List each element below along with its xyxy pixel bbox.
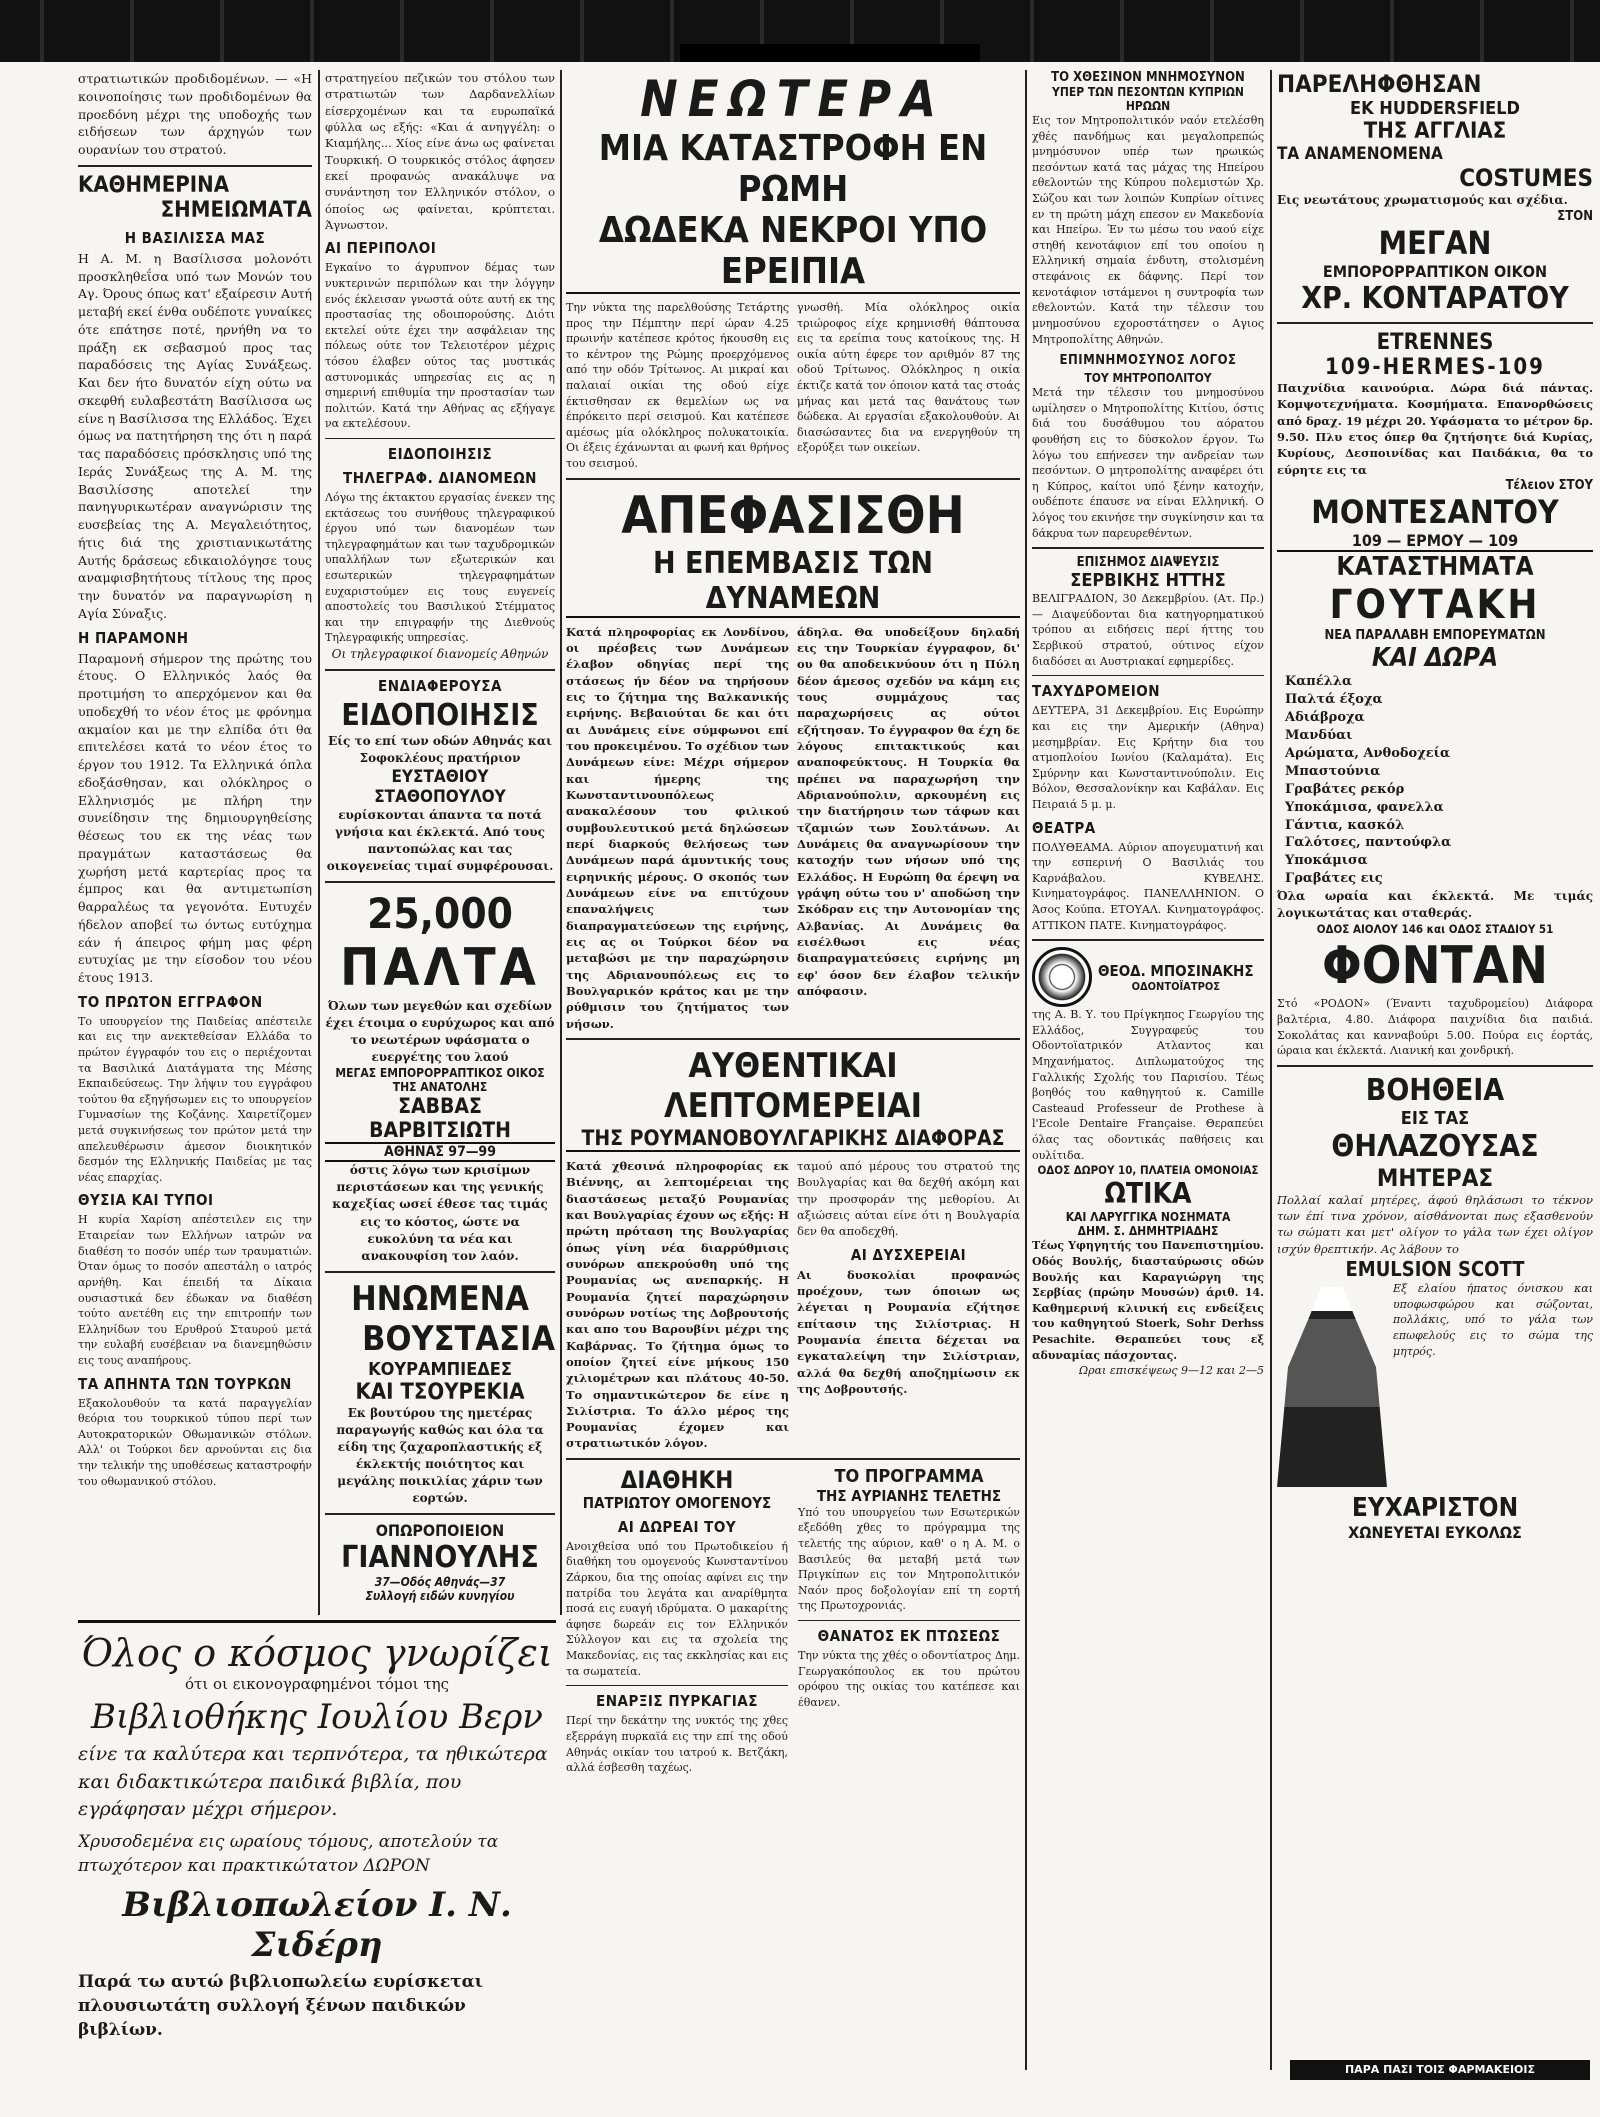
article-body-dyskoliai: Αι δυσκολίαι προφανώς προέχουν, των όποιων ως λέγεται η Ρουμανία εζήτησε επίτασιν της Σιλίστριας. Η Ρουμανία έπειτα δέχεται να εγκαταλείψη την Σιλίστριαν, αλλά θα δεχθή αποζημίωσιν εκ της Δοβρουτσής.	[797, 1267, 1020, 1396]
dentist-address: ΟΔΟΣ ΔΩΡΟΥ 10, ΠΛΑΤΕΙΑ ΟΜΟΝΟΙΑΣ	[1037, 1163, 1259, 1178]
divider	[1277, 1065, 1593, 1067]
divider	[566, 1458, 1020, 1460]
ad-etrennes: ETRENNES	[1376, 330, 1494, 356]
divider	[325, 1513, 555, 1515]
headline-thanatos: ΘΑΝΑΤΟΣ ΕΚ ΠΤΩΣΕΩΣ	[817, 1627, 1001, 1646]
headline-mitropolitou: ΤΟΥ ΜΗΤΡΟΠΟΛΙΤΟΥ	[1084, 371, 1212, 386]
ad-nea-paralavi: ΝΕΑ ΠΑΡΑΛΑΒΗ ΕΜΠΟΡΕΥΜΑΤΩΝ	[1324, 628, 1546, 643]
article-body-logos: Μετά την τέλεσιν του μνημοσύνου ωμίλησεν ο Μητροπολίτης Κιτίου, όστις διά του δυσάθυμου του αόρατου φουθήση εις το δύσκολον έργον. Τω λόγω του επήνεσεν την ανδρείαν των πεσόντων. Ο μητροπολίτης αναφέρει ότι η Κύπρος, καίτοι υπό ξένην κατοχήν, ουδέποτε έπαυσε να είναι Ελληνική. Ο λόγος του εκινήσε την συγκίνησιν και τα δάκρυα των παρευρεθέντων.	[1032, 386, 1264, 540]
goutaki-list-item: Γραβάτες εις	[1285, 871, 1383, 887]
divider	[1277, 322, 1593, 324]
ad-ston: ΣΤΟΝ	[1557, 209, 1593, 225]
divider	[325, 881, 555, 883]
ad-top-label: ΕΝΔΙΑΦΕΡΟΥΣΑ	[378, 677, 502, 696]
footer-pharmacies-bar: ΠΑΡΑ ΠΑΣΙ ΤΟΙΣ ΦΑΡΜΑΚΕΙΟΙΣ	[1290, 2060, 1590, 2080]
headline-theatra: ΘΕΑΤΡΑ	[1032, 818, 1096, 837]
ad-goutaki: ΓΟΥΤΑΚΗ	[1329, 582, 1541, 628]
ad-fontan: ΦΟΝΤΑΝ	[1322, 936, 1548, 997]
goutaki-list-item: Αρώματα, Ανθοδοχεία	[1285, 745, 1450, 761]
article-body-peripoloi: Εγκαίνο το άγρυπνον δέμας των νυκτερινών περιπόλων και την λόγγην ενός έκλεισαν γνωστά ούτε αυτή εκ της προστασίας της οδοιπορούσης. Διότι εκτελεί ούτε έχει την ασφάλειαν της πόλεως ούτε τον Τελειοτέρον μέχρις τόσου έλαβεν ούτος τας μυστικάς αστυνομικάς υπηρεσίας εις ας η σημερινή επιθυμία την προστασίαν των πολιτών. Κατά την Αθήνας ας εξήγαγε να εκτελέσουν.	[325, 261, 555, 431]
headline-tachydromeion: ΤΑΧΥΔΡΟΜΕΙΟΝ	[1032, 682, 1161, 701]
goutaki-list-item: Γάντια, κασκόλ	[1285, 817, 1405, 833]
ad-voitheia: ΒΟΗΘΕΙΑ	[1365, 1072, 1505, 1108]
ad-body-palta: Όλων των μεγεθών και σχεδίων έχει έτοιμα ο ευρύχωρος και από το νεωτέρων υφάσματα ο ευεργέτης του λαού	[325, 999, 555, 1065]
divider	[1032, 675, 1264, 676]
ad-katastimata: ΚΑΤΑΣΤΗΜΑΤΑ	[1336, 552, 1534, 582]
ad-huddersfield: ΕΚ HUDDERSFIELD	[1350, 98, 1520, 119]
ad-title-inomena: ΗΝΩΜΕΝΑ	[351, 1278, 529, 1319]
article-body-programma: Υπό του υπουργείου των Εσωτερικών εξεδόθη χθες το πρόγραμμα της τελετής της αύριον, καθ' ο η Α. Μ. ο Βασιλεύς θα μεταβή μετά των Πριγκίπων εις τον Μητροπολιτικόν Ναόν προς δοξολογίαν επί τη εορτή της Πρωτοχρονιάς.	[798, 1505, 1020, 1613]
ad-fontan-body: Στό «ΡΟΔΟΝ» (Έναντι ταχυδρομείου) Διάφορα βαλτέρια, 4.80. Διάφορα παιχνίδια δια παιδιά. Σοκολάτας και κανναβούρι 5.00. Πούρα εις έορτάς, ώραια και έκλεκτά. Λιανική και χονδρική.	[1277, 997, 1593, 1058]
masthead-band-center	[680, 44, 980, 62]
ad-verne-line1: Όλος ο κόσμος γνωρίζει	[81, 1631, 553, 1675]
ad-number: 25,000	[367, 889, 513, 939]
ad-goutaki-body: Όλα ωραία και έκλεκτά. Με τιμάς λογικωτάτας και σταθεράς.	[1277, 889, 1593, 921]
column-5	[1277, 70, 1593, 2070]
goutaki-list-item: Καπέλλα	[1285, 674, 1352, 689]
ad-verne-line5: Χρυσοδεμένα εις ωραίους τόμους, αποτελούν τα πτωχότερον και πρακτικώτατον ΔΩΡΟΝ	[78, 1831, 499, 1877]
dentist-body: της Α. Β. Υ. του Πρίγκηπος Γεωργίου της Ελλάδος, Συγγραφεύς του Οδοντοϊατρικόν Ατλαντος και Μηχανήματος. Διπλωματούχος της Γαλλικής Σχολής του Παρισίου. Τέως βοηθός του καθηγητού κ. Camille Casteaud Professeur de Prothese à l'Ecole Dentaire Française. Θεραπεύει όλας τας οδοντικάς παθήσεις και ουλίτιδα.	[1032, 1008, 1264, 1162]
headline-serviki: ΣΕΡΒΙΚΗΣ ΗΤΤΗΣ	[1070, 570, 1226, 592]
column-1	[78, 70, 312, 1615]
divider	[798, 1620, 1020, 1621]
ad-choneuetai: ΧΩΝΕΥΕΤΑΙ ΕΥΚΟΛΩΣ	[1348, 1523, 1522, 1543]
banner-neotera: ΝΕΩΤΕΡΑ	[640, 70, 946, 128]
headline-patriotou: ΠΑΤΡΙΩΤΟΥ ΟΜΟΓΕΝΟΥΣ	[582, 1493, 772, 1512]
lower-news-right	[798, 1466, 1020, 1776]
headline-nekroi: ΔΩΔΕΚΑ ΝΕΚΡΟΙ ΥΠΟ ΕΡΕΙΠΙΑ	[566, 210, 1020, 294]
ad-teleion: Τέλειον ΣΤΟΥ	[1505, 478, 1593, 493]
column-rule	[1270, 70, 1272, 2070]
article-title-thysia: ΘΥΣΙΑ ΚΑΙ ΤΥΠΟΙ	[78, 1191, 214, 1210]
article-epemvasis-left: Κατά πληροφορίας εκ Λονδίνου, οι πρέσβεις των Δυνάμεων έλαβον οδηγίας περί της στάσεως ήν δέον να τηρήσουν εις το ζήτημα της Βαλκανικής ειρήνης. Βεβαιούται δε και ότι αι Δυνάμεις είνε σύμφωνοι επί του προκειμένου. Το σχέδιον των Δυνάμεων είνε: Μέχρι σήμερον και ήμερης της Κωνσταντινουπόλεως ανακαλέσουν του φιλικού συμβουλευτικού μετά δηλώσεων περί διαρκούς θελήσεως των Δυνάμεων παρά άμυντικής τους ειρηνικής μέρους. Ο σκοπός των Δυνάμεων είνε να επιτύχουν επαναλήψεις των διαπραγματεύσεων της ειρήνης, εις ας οι Τούρκοι δέον να μεταβώσι με την παραχώρησιν της Αδριανουπόλεως εις το Βουλγαρικόν κράτος και με την ρύθμισιν του ζητήματος των νήσων.	[566, 624, 789, 1031]
headline-mnimosynon: ΤΟ ΧΘΕΣΙΝΟΝ ΜΝΗΜΟΣΥΝΟΝ	[1051, 70, 1245, 85]
masthead-band	[0, 0, 1600, 62]
headline-teleti: ΤΗΣ ΑΥΡΙΑΝΗΣ ΤΕΛΕΤΗΣ	[816, 1486, 1002, 1505]
ad-title-palta: ΠΑΛΤΑ	[340, 938, 540, 999]
goutaki-list-item: Παλτά έξοχα	[1285, 691, 1383, 707]
col1-top-lines: στρατιωτικών προδιδομένων. — «Η κοινοποίησις των προδιδομένων θα προεδόνη μέχρι της υποδοχής των ειδήσεων των άρχηγών των ουρανίων του στρατού.	[78, 71, 312, 157]
ad-hermes: 109-HERMES-109	[1325, 355, 1545, 381]
article-body-thanatos: Την νύκτα της χθές ο οδοντίατρος Δημ. Γεωργακόπουλος εκ του πρώτου ορόφου της οικίας του κατέπεσε και έθανεν.	[798, 1649, 1020, 1709]
ad-etrennes-body: Παιχνίδια καινούρια. Δώρα διά πάντας. Κομψοτεχνήματα. Κοσμήματα. Επανορθώσεις από δραχ. 19 μέχρι 20. Υφάσματα το μέτρον δρ. 9.50. Πλυ ετος όπερ θα ζητήσητε διά Κυρίας, Κυρίους, Δεσποινίδας και Παιδάκια, θα το εύρητε εις τα	[1277, 381, 1593, 477]
article-epemvasis-right: άδηλα. Θα υποδείξουν δηλαδή εις την Τουρκίαν έγγραφον, δι' ου θα αποδεικνύουν ότι η Πύλη δέον άμεσος σχεδόν να κάμη εις τους συμμάχους τας παραχωρήσεις ας ούτοι εζήτησαν. Το έγγραφον θα έχη δε λόγους επιτακτικούς και αναποφεύκτους. Η Τουρκία θα πρέπει να παραχωρήση την Αδριανούπολιν, αρκουμένη εις την διατήρησιν των τάφων και τζαμιών των Σουλτάνων. Αι Δυνάμεις θα αναγνωρίσουν την κατοχήν των νήσων υπό της Ελλάδος. Η Ευρώπη θα έρεψη να γράψη ούτω του ν' αποδώση την Σκόδραν εις την Αυτονομίαν της Αλβανίας. Αι Δυνάμεις θα εισέλθωσι εις νέας διαπραγματεύσεις ειρήνης μη εφ' όσον δεν έλαβον τελικήν απόφασιν.	[797, 624, 1020, 998]
ad-body-2: ευρίσκονται άπαντα τα ποτά γνήσια και έκλεκτά. Από τους παντοπώλας και τας οικογενείας τιμαί συμφέρουσαι.	[326, 808, 554, 874]
goutaki-list-item: Γαλότσες, παντούφλα	[1285, 835, 1452, 851]
ad-costumes-body: Εις νεωτάτους χρωματισμούς και σχέδια.	[1277, 193, 1568, 207]
ad-merchant-savvas: ΣΑΒΒΑΣ ΒΑΡΒΙΤΣΙΩΤΗ	[369, 1094, 511, 1143]
headline-diathiki: ΔΙΑΘΗΚΗ	[620, 1465, 734, 1494]
column-rule	[318, 70, 320, 1615]
section-heading-kathimerina: ΚΑΘΗΜΕΡΙΝΑ	[78, 172, 230, 198]
column-rule	[1025, 70, 1027, 2070]
ad-verne-line6: Βιβλιοπωλείον Ι. Ν. Σιδέρη	[122, 1884, 512, 1965]
divider	[566, 1685, 788, 1686]
article-epemvasis	[566, 624, 1020, 1032]
ad-name-giannoulis: ΓΙΑΝΝΟΥΛΗΣ	[341, 1539, 539, 1575]
crest-icon	[1032, 947, 1092, 1007]
doctor-name: ΔΗΜ. Σ. ΔΗΜΗΤΡΙΑΔΗΣ	[1077, 1224, 1219, 1239]
ad-sub-kourampiedes: ΚΟΥΡΑΜΠΙΕΔΕΣ	[368, 1358, 512, 1380]
ad-montesantou: ΜΟΝΤΕΣΑΝΤΟΥ	[1311, 493, 1559, 531]
fisherman-illustration	[1277, 1287, 1387, 1487]
lower-news	[566, 1466, 1020, 1776]
article-roumania-left: Κατά χθεσινά πληροφορίας εκ Βιέννης, αι λεπτομέρειαι της διαστάσεως μεταξύ Ρουμανίας και Βουλγαρίας έχουν ως εξής: Η πρώτη πρόταση της Βουλγαρίας όπως γίνη νέα διαρρύθμισις συνόρων απεκρούσθη υπό της Ρουμανίας ως ανεπαρκής. Η Ρουμανία ζητεί παραχώρησιν συνόρων νοτίως της Δοβρουτσής και απο του Βαρουβίνι μέχρι της Καβάρνας. Το ζήτημα όμως το οποίον ζητεί είνε μήκους 150 χιλιομέτρων και πλάτους 40-50. Το σημαντικώτερον δε είνε η Σιλίστρια. Το άλλο μέρος της Ρουμανίας έχομεν και στρατιωτικόν λόγον.	[566, 1158, 789, 1451]
ad-thilazousas: ΘΗΛΑΖΟΥΣΑΣ	[1331, 1128, 1539, 1164]
ad-verne-line3: Βιβλιοθήκης Ιουλίου Βερν	[91, 1697, 543, 1737]
ad-megan: ΜΕΓΑΝ	[1378, 224, 1492, 263]
headline-roumanovoulgariki: ΤΗΣ ΡΟΥΜΑΝΟΒΟΥΛΓΑΡΙΚΗΣ ΔΙΑΦΟΡΑΣ	[566, 1126, 1020, 1152]
article-roumania-right-wrap	[797, 1158, 1020, 1452]
ad-body-giannoulis: Συλλογή ειδών κυνηγίου	[365, 1588, 515, 1603]
divider	[325, 1271, 555, 1273]
article-roumania-right: ταμού από μέρους του στρατού της Βουλγαρίας και θα δεχθή ακόμη και την προσφοράν της μεθορίου. Αι αξιώσεις αύται είνε ότι η Βουλγαρία δεν θα αποδεχθή.	[797, 1158, 1020, 1239]
ad-house: ΜΕΓΑΣ ΕΜΠΟΡΟΡΡΑΠΤΙΚΟΣ ΟΙΚΟΣ ΤΗΣ ΑΝΑΤΟΛΗΣ	[335, 1066, 545, 1095]
ad-emulsion-scott: EMULSION SCOTT	[1345, 1257, 1525, 1282]
goutaki-list-item: Αδιάβροχα	[1285, 709, 1365, 725]
ad-emporrraptikon: ΕΜΠΟΡΟΡΡΑΠΤΙΚΟΝ ΟΙΚΟΝ	[1322, 262, 1548, 282]
article-body-serviki: ΒΕΛΙΓΡΑΔΙΟΝ, 30 Δεκεμβρίου. (Ατ. Πρ.) — Διαψεύδονται δια κατηγορηματικού τρόπου αι ειδήσεις περί ήττης του Σερβικού στρατού, ούτινος είχον διαδόσει αι Αυστριακαί εφημερίδες.	[1032, 592, 1264, 668]
ad-body: Είς το επί των οδών Αθηνάς και Σοφοκλέους πρατήριον	[328, 734, 552, 766]
article-roumania	[566, 1158, 1020, 1452]
column-2	[325, 70, 555, 1615]
headline-programma: ΤΟ ΠΡΟΓΡΑΜΜΑ	[834, 1465, 984, 1487]
ad-sub-tsourekia: ΚΑΙ ΤΣΟΥΡΕΚΙΑ	[355, 1379, 525, 1405]
article-rome	[566, 300, 1020, 472]
divider	[78, 165, 312, 167]
dentist-name-wrap	[1098, 962, 1254, 993]
goutaki-list-item: Γραβάτες ρεκόρ	[1285, 781, 1405, 797]
article-body-diathiki: Ανοιχθείσα υπό του Πρωτοδικείου ή διαθήκη του ομογενούς Κωνσταντίνου Ζάρκου, δια της οποίας αφίνει εις την πατρίδα του λεγάτα και αναρίθμητα ποσά εις ευαγή ιδρύματα. Ο μακαρίτης άφησε δωρεάν εις τον Ελληνικόν Σύλλογον και εις τα σχολεία της Μακεδονίας, εις τας εκκλησίας και εις τα σωματεία.	[566, 1539, 788, 1678]
article-rome-right: γνωσθή. Μία ολόκληρος οικία τριώροφος είχε κρημνισθή θάπτουσα εις τα ερείπια τους κατοίκους της. Η οικία αύτη έφερε τον αριθμόν 87 της οδού Τρίτωνος. Ολόκληρος η οικία έκτιζε κατά τον όποιον κατά τας στοάς μήνας και μετά τας θανάτους των δώδεκα. Αι εργασίαι εξακολουθούν. Αι διασώσαντες δια να ενεργηθούν τη εξορύξει των οικείων.	[797, 301, 1020, 455]
ad-title-oporopoieion: ΟΠΩΡΟΠΟΙΕΙΟΝ	[375, 1520, 505, 1540]
headline-apofasisthi: ΑΠΕΦΑΣΙΣΘΗ	[621, 485, 965, 546]
article-body-tachydromeion: ΔΕΥΤΕΡΑ, 31 Δεκεμβρίου. Εις Ευρώπην και εις την Αμερικήν (Αθηνα) μεσημβρίαν. Εις Κρήτην δια του ατμοπλοίου Ιωνίου (Καλαμάτα). Εις Σμύρνην και Κωνσταντινούπολιν. Εις Βόλον, Θεσσαλονίκην και Καβάλαν. Εις Πειραιά 5 μ. μ.	[1032, 704, 1264, 811]
ad-anamenomena: ΤΑ ΑΝΑΜΕΝΟΜΕΝΑ	[1277, 144, 1443, 164]
headline-kyprion: ΥΠΕΡ ΤΩΝ ΠΕΣΟΝΤΩΝ ΚΥΠΡΙΩΝ ΗΡΩΩΝ	[1052, 85, 1244, 113]
lower-news-left	[566, 1466, 788, 1776]
doctor-body: Τέως Υφηγητής του Πανεπιστημίου. Οδός Βουλής, διασταύρωσις οδών Βουλής και Καραγιώργη της Σερβίας (πρώην Μουσών) άριθ. 14. Καθημερινή κλινική εις ενδείξεις του καθηγητού Stoerk, Sohr Derhss Pesachite. Θεραπεύει τους εξ αδυναμίας πάσχοντας.	[1032, 1239, 1264, 1362]
article-signature: Οι τηλεγραφικοί διανομείς Αθηνών	[331, 647, 549, 662]
ad-ermou: 109 — ΕΡΜΟΥ — 109	[1277, 531, 1593, 552]
divider	[325, 669, 555, 671]
goutaki-list-item: Υποκάμισα, φανελλα	[1285, 799, 1444, 815]
ad-kai-dora: ΚΑΙ ΔΩΡΑ	[1371, 643, 1499, 673]
headline-katastrofi: ΜΙΑ ΚΑΤΑΣΤΡΟΦΗ ΕΝ ΡΩΜΗ	[598, 128, 988, 210]
article-title-engrafon: ΤΟ ΠΡΩΤΟΝ ΕΓΓΡΑΦΟΝ	[78, 992, 263, 1011]
article-body-theatra: ΠΟΛΥΘΕΑΜΑ. Αύριον απογευματινή και την εσπερινή Ο Βασιλιάς του Καρνάβαλου. ΚΥΒΕΛΗΣ. Κινηματογράφος. ΠΑΝΕΛΛΗΝΙΟΝ. Ο Άσος Κούπα. ΕΤΟΥΑΛ. Κινηματογράφος. ΑΤΤΙΚΟΝ ΠΑΤΕ. Κινηματογράφος.	[1032, 840, 1264, 932]
divider	[1032, 547, 1264, 549]
article-title-vasilissa: Η ΒΑΣΙΛΙΣΣΑ ΜΑΣ	[124, 228, 266, 247]
article-subtitle-tilegraf: ΤΗΛΕΓΡΑΦ. ΔΙΑΝΟΜΕΩΝ	[343, 468, 537, 487]
ad-eis-tas: ΕΙΣ ΤΑΣ	[1400, 1107, 1470, 1129]
divider	[566, 478, 1020, 480]
column-rule	[560, 70, 562, 1615]
dentist-name: ΘΕΟΔ. ΜΠΟΣΙΝΑΚΗΣ	[1098, 961, 1254, 980]
ad-parelifthisan: ΠΑΡΕΛΗΦΘΗΣΑΝ	[1277, 70, 1482, 98]
article-subtitle-dyskoliai: ΑΙ ΔΥΣΧΕΡΕΙΑΙ	[850, 1245, 967, 1264]
article-rome-left: Την νύκτα της παρελθούσης Τετάρτης προς την Πέμπτην περί ώραν 4.25 πρωινήν κατέπεσε κρότος ήκουσθη εις το κέντρον της Ρώμης προερχόμενος από την οδόν Τρίτωνος. Αι μικραί και παλαιαί οικίαι της οδού είχε έκτισθησαν εκ θεμελίων ως να έπρόκειτο περί σεισμού. Και κατέπεσε αμέσως μία ολόκληρος πολυκατοικία. Οι έξεις έχάνωνται αι φωνή και θρήνος του σεισμού.	[566, 301, 789, 471]
article-title-eidopoiisis: ΕΙΔΟΠΟΙΗΣΙΣ	[387, 444, 493, 463]
ad-efcharistion: ΕΥΧΑΡΙΣΤΟΝ	[1351, 1493, 1519, 1524]
ad-kontaratou: ΧΡ. ΚΟΝΤΑΡΑΤΟΥ	[1301, 281, 1569, 317]
article-title-paramoni: Η ΠΑΡΑΜΟΝΗ	[78, 628, 189, 647]
ad-scott-body-2: Εξ ελαίου ήπατος όνισκου και υποφωσφώρου και σώζονται, πολλάκις, υπό το γάλα των επωφελούς εις το σώμα της μητρός.	[1393, 1282, 1593, 1358]
doctor-hours: Ωραι επισκέψεως 9—12 και 2—5	[1079, 1364, 1264, 1378]
article-body-tilegraf: Λόγω της έκτακτου εργασίας ένεκεν της εκτάσεως του συνήθους τηλεγραφικού έργου υπό των διανομέων των τηλεγραφημάτων και των ταχυδρομικών υπαλλήλων των εξωτερικών και εσωτερικών τηλεγραφημάτων ευχαριστούμεν εις τους ευγενείς αποστολείς του Βασιλικού Στέμματος και την επιγραφήν της Διεθνούς Τηλεγραφικής υπηρεσίας.	[325, 490, 555, 645]
divider	[1032, 939, 1264, 941]
bottom-ad-verne	[78, 1620, 556, 2060]
ad-verne-line7: Παρά τω αυτώ βιβλιοπωλείω ευρίσκεται πλουσιωτάτη συλλογή ξένων παιδικών βιβλίων.	[78, 1971, 483, 2040]
article-body-mnimosynon: Εις τον Μητροπολιτικόν ναόν ετελέσθη χθές πανδήμως και μεγαλοπρεπώς μνημόσυνον υπέρ των ηρωικώς πεσόντων κατά τας μάχας της Ηπείρου εθελοντών της Κύπρου πολεμιστών Χρ. Σώζου και των λοιπών Κυπρίων οίτινες εν τη πρώτη μάχη επεσον εν Μακεδονία και Ηπείρω. Έν τω μέσω του ναού είχε στηθή κενοτάφιον επί του οποίου η Ελληνική σημαία ένδυτη, στολισμένη στεφάνοις εκ δάφνης. Περί τον κενοτάφιον ιστάμενοι η συντροφία των εθελοντών. Κατά την τέλεσιν του μνημοσύνου εχοροστάτησεν ο Αγιος Μητροπολίτης Αθηνών.	[1032, 114, 1264, 346]
goutaki-list	[1277, 673, 1593, 888]
headline-logos: ΕΠΙΜΝΗΜΟΣΥΝΟΣ ΛΟΓΟΣ	[1059, 353, 1237, 369]
headline-pyrkagia: ΕΝΑΡΞΙΣ ΠΥΡΚΑΓΙΑΣ	[596, 1692, 758, 1711]
ad-body-voustasia: Εκ βουτύρου της ημετέρας παραγωγής καθώς και όλα τα είδη της ζαχαροπλαστικής εξ έκλεκτής ποιότητος και μεγάλης ποικιλίας χάριν των εορτών.	[336, 1405, 544, 1505]
ad-address-giannoulis: 37—Οδός Αθηνάς—37	[374, 1574, 506, 1589]
ad-title-eidopoiisis: ΕΙΔΟΠΟΙΗΣΙΣ	[341, 698, 539, 734]
dentist-title: ΟΔΟΝΤΟΪΑΤΡΟΣ	[1131, 979, 1221, 993]
goutaki-list-item: Μπαστούνια	[1285, 763, 1381, 779]
ad-goutaki-addr: ΟΔΟΣ ΑΙΟΛΟΥ 146 και ΟΔΟΣ ΣΤΑΔΙΟΥ 51	[1316, 922, 1554, 937]
headline-leptomereiai: ΑΥΘΕΝΤΙΚΑΙ ΛΕΠΤΟΜΕΡΕΙΑΙ	[663, 1045, 923, 1126]
divider	[566, 1038, 1020, 1040]
ad-verne-line4: είνε τα καλύτερα και τερπνότερα, τα ηθικώτερα και διδακτικώτερα παιδικά βιβλία, που εγράφησαν μέχρι σήμερον.	[78, 1743, 548, 1821]
ad-scott-body: Πολλαί καλαί μητέρες, άφού θηλάσωσι το τέκνον των έπί τινα χρόνον, αίσθάνονται πως εξασθενούν τω σώματι και μετ' ολίγον το γάλα των έχει ολίγον ισχύν θρεπτικήν. Ας λάβουν το	[1277, 1192, 1593, 1256]
subtitle-doreai: ΑΙ ΔΩΡΕΑΙ ΤΟΥ	[617, 1517, 737, 1536]
ad-title-voustasia: ΒΟΥΣΤΑΣΙΑ	[362, 1318, 555, 1359]
column-3	[566, 70, 1020, 2070]
headline-laryngika: ΚΑΙ ΛΑΡΥΓΓΙΚΑ ΝΟΣΗΜΑΤΑ	[1065, 1210, 1231, 1225]
headline-otika: ΩΤΙΚΑ	[1104, 1177, 1192, 1211]
ad-verne-line2: ότι οι εικονογραφημένοι τόμοι της	[184, 1675, 450, 1693]
section-heading-simeiomata: ΣΗΜΕΙΩΜΑΤΑ	[160, 197, 312, 223]
ad-body-palta-2: όστις λόγω των κρισίμων περιστάσεων και της γενικής καχεξίας ωσεί έθεσε τας τιμάς εις το κόστος, ώστε να ευκολύνη τα νέα και ανακουφίση τον λαόν.	[332, 1163, 548, 1263]
article-body-pyrkagia: Περί την δεκάτην της νυκτός της χθες εξερράγη πυρκαϊά εις την επί της οδού Αθηνάς οικίαν του ιατρού κ. Βετζάκη, αλλά έσβεσθη ταχέως.	[566, 1714, 788, 1775]
article-body-tourkon: Εξακολουθούν τα κατά παραγγελίαν θεόρια του τουρκικού τύπου περί των Αυτοκρατορικών Οθωμανικών στόλων. Αλλ' οι Τούρκοι δεν αρνούνται εις δια την τελικήν της υποθέσεως καταστροφήν του οθωμανικού στόλου.	[78, 1396, 312, 1488]
ad-address: ΑΘΗΝΑΣ 97—99	[325, 1142, 555, 1162]
headline-diapsefsis: ΕΠΙΣΗΜΟΣ ΔΙΑΨΕΥΣΙΣ	[1076, 555, 1220, 571]
ad-anglias: ΤΗΣ ΑΓΓΛΙΑΣ	[1363, 119, 1507, 144]
dentist-header	[1032, 947, 1264, 1007]
goutaki-list-item: Υποκάμισα	[1285, 853, 1368, 869]
ad-costumes: COSTUMES	[1459, 164, 1593, 192]
article-body-paramoni: Παραμονή σήμερον της πρώτης του έτους. Ο Ελληνικός λαός θα προτιμήση το απερχόμενον και θα υποδεχθή το νέον έτος με φρόνημα ακμαίον και με την ελπίδα ότι θα επιτελέσει κατά το νέον έτος το έργον του 1912. Τα Ελληνικά όπλα εδοξάσθησαν, και ολόκληρος ο Ελληνισμός με πλήρη την συνείδησιν της δημιουργηθείσης θέσεως του εκ της νέας των πραγμάτων καταστάσεως θα χωρήση μετά καρτερίας προς τα έμπρος και θα αντιμετωπίση θαρραλέως τα γεγονότα. Ευτυχέν ήδελον αποβεί τω όντως ευτύχημα εάν ή άπειρος φήμη μας φέρη ευτυχίας με την είσοδον του νέου έτους 1913.	[78, 650, 312, 985]
article-body-vasilissa: Η Α. Μ. η Βασίλισσα μολονότι προσκληθεΐσα υπό των Μονών του Αγ. Όρους όπως κατ' εξαίρεσιν Αυτή μεταβή εκεί ένθα ουδέποτε γυναίκες ότε επάτησε ποτέ, ηρνήθη να το πράξη εκ σεβασμού προς τας παραδόσεις της Αγίας Συνάξεως. Και δεν ήτο δυνατόν είχη ούτω να σκεφθή ευλαβεστάτη Βασίλισσα ως είνε η Βασίλισσα της Ελλάδος. Έχει όμως να πατητήρηση της ότι η παρά τας παραδόσεις πρόσκλησις υπό της Ιεράς Συνάξεως της Α. Μ. της Βασιλίσσης αποτελεί την πανηγυρικωτέραν αναγνώρισιν της ευσεβείας της Α. Μεγαλειότητος, ήτις διά της χριστιανικωτάτης Αυτής δράσεως εδικαιολόγησε τους αναμφισβητήτους τίτλους της προς την δυνατόν να παραγνωρίση η Αγία Σύναξις.	[78, 250, 312, 621]
ad-scott-illustration-row	[1277, 1281, 1593, 1493]
article-body-thysia: Η κυρία Χαρίση απέστειλεν εις την Εταιρείαν των Ελλήνων ιατρών να διαθέση το ποσόν υπέρ των τραυματιών. Όταν όμως το ποσόν απεστάλη ο ιατρός αρνήθη. Και έπειδή τα Δίκαια ουσιαστικά δεν έδωκαν να διαθέση τούτο ανετέθη εις την επιτροπήν των Ελληνίδων του Ερυθρού Σταυρού μετά την ευλαβή ευσέβειαν να διανεμηθώσιν εις τους αναπήρους.	[78, 1213, 312, 1367]
article-title-peripoloi: ΑΙ ΠΕΡΙΠΟΛΟΙ	[325, 239, 437, 258]
col2-top-lines: στρατηγείου πεζικών του στόλου των στρατιωτών των Δαρδανελλίων είσερχομένων και τα ευρωπαϊκά φύλλα ως εξής: «Και ά ανηγγέλη: ο Κιαμήλης... Χίος είνε άνω ως φαίνεται Τουρκική. Ο τουρκικός στόλος άφησεν εκεί προφανώς ανακάλυψε να συνάντηση τον Ελληνικόν στόλον, ο όποίος ως φαίνεται, κρύπτεται. Άγνωστον.	[325, 71, 555, 232]
headline-epemvasis: Η ΕΠΕΜΒΑΣΙΣ ΤΩΝ ΔΥΝΑΜΕΩΝ	[566, 546, 1020, 618]
article-body-engrafon: Το υπουργείον της Παιδείας απέστειλε και εις την ανεκτεθείσαν Ελλάδα το πρώτον έγγραφόν του εις ο περιέχονται τα Βασιλικά Διατάγματα της Μέσης Εκπαιδεύσεως. Την λήψιν του εγγράφου τούτου θα εξηγήσωμεν εις το υπουργείον Γυμνασίων της Κοζάνης. Χαιρετίζομεν μετά συγκινήσεως τον πρώτον μετά την απελευθέρωσιν άμεσον διοικητικόν δεσμόν της Ελληνικής Παιδείας με τας νέας επαρχίας.	[78, 1014, 312, 1184]
article-title-tourkon: ΤΑ ΑΠΗΝΤΑ ΤΩΝ ΤΟΥΡΚΩΝ	[78, 1374, 292, 1393]
ad-merchant-name: ΕΥΣΤΑΘΙΟΥ ΣΤΑΘΟΠΟΥΛΟΥ	[374, 767, 506, 808]
ad-miteras: ΜΗΤΕΡΑΣ	[1376, 1163, 1494, 1192]
column-4	[1032, 70, 1264, 2070]
goutaki-list-item: Μανδύαι	[1285, 727, 1353, 743]
divider	[325, 438, 555, 439]
